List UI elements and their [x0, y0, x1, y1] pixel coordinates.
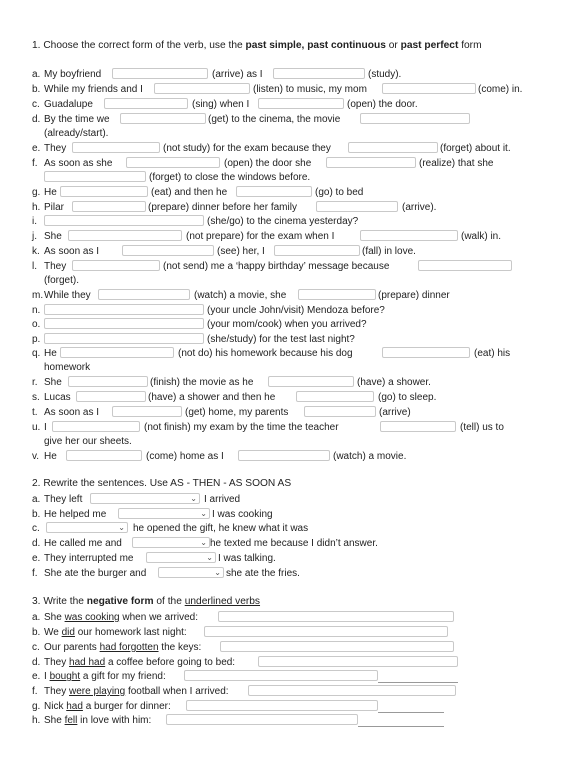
answer-input[interactable] [296, 391, 374, 402]
answer-input[interactable] [68, 376, 148, 387]
answer-input[interactable] [112, 68, 208, 79]
answer-input[interactable] [44, 171, 146, 182]
underlined-verb: had had [69, 657, 106, 668]
item-letter: a. [32, 494, 41, 505]
answer-input[interactable] [44, 304, 204, 315]
text-part: the keys: [158, 642, 202, 653]
text-part: Our parents [44, 642, 100, 653]
answer-input[interactable] [348, 142, 438, 153]
answer-input[interactable] [273, 68, 365, 79]
item-text: (forget) about it. [440, 143, 511, 154]
item-text [44, 626, 187, 639]
item-text: (not finish) my exam by the time the teacher [144, 422, 339, 433]
exercise-1-instructions [32, 40, 482, 51]
answer-input[interactable] [382, 347, 470, 358]
item-letter: c. [32, 523, 40, 534]
item-letter: d. [32, 538, 41, 549]
item-text: he opened the gift, he knew what it was [133, 523, 309, 534]
text-part: a gift for my friend: [80, 671, 166, 682]
item-text: (come) home as I [146, 451, 224, 462]
item-text: (watch) a movie. [333, 451, 407, 462]
item-letter: p. [32, 334, 41, 345]
item-text: (not do) his homework because his dog [178, 348, 353, 359]
item-text: He [44, 451, 57, 462]
item-text: (arrive). [402, 202, 437, 213]
item-letter: k. [32, 246, 40, 257]
answer-input[interactable] [360, 113, 470, 124]
item-text: By the time we [44, 114, 110, 125]
answer-input[interactable] [238, 450, 330, 461]
item-letter: h. [32, 715, 41, 726]
item-text: He helped me [44, 509, 107, 520]
ex1-instr-bold2: past perfect [400, 40, 459, 51]
answer-input[interactable] [268, 376, 354, 387]
item-text: give her our sheets. [44, 436, 132, 447]
item-text: While they [44, 290, 91, 301]
ex1-instr-post: form [458, 40, 482, 51]
text-part: our homework last night: [74, 627, 187, 638]
text-part: She [44, 612, 65, 623]
item-letter: b. [32, 509, 41, 520]
item-letter: u. [32, 422, 41, 433]
item-text: (have) a shower and then he [148, 392, 276, 403]
answer-input[interactable] [44, 333, 204, 344]
item-text: (see) her, I [217, 246, 265, 257]
item-letter: e. [32, 671, 41, 682]
item-text: She [44, 377, 62, 388]
answer-input[interactable] [298, 289, 376, 300]
item-text: As soon as I [44, 407, 100, 418]
answer-input[interactable] [126, 157, 220, 168]
ex1-instr-bold1: past simple, past continuous [245, 40, 386, 51]
answer-input[interactable] [380, 421, 456, 432]
text-part: They [44, 686, 70, 697]
item-text: (watch) a movie, she [194, 290, 287, 301]
underlined-verb: were playing [69, 686, 126, 697]
item-text: (tell) us to [460, 422, 504, 433]
text-part: They [44, 657, 70, 668]
answer-input[interactable] [326, 157, 416, 168]
item-text: She [44, 231, 62, 242]
answer-input[interactable] [112, 406, 182, 417]
answer-input[interactable] [68, 230, 182, 241]
item-text: (eat) and then he [151, 187, 228, 198]
item-letter: f. [32, 568, 38, 579]
item-text: (not prepare) for the exam when I [186, 231, 335, 242]
item-text: I [44, 422, 47, 433]
answer-input[interactable] [72, 260, 160, 271]
item-text [44, 611, 198, 624]
answer-input[interactable] [220, 641, 454, 652]
item-letter: m. [32, 290, 44, 301]
answer-input[interactable] [204, 626, 448, 637]
ex3-instr-underlined: underlined verbs [184, 596, 261, 607]
item-text: She ate the burger and [44, 568, 147, 579]
connector-select[interactable] [146, 552, 216, 563]
answer-input[interactable] [274, 245, 360, 256]
item-text [44, 714, 151, 727]
item-text: Pilar [44, 202, 65, 213]
exercise-3-instructions [32, 596, 260, 607]
item-text: They left [44, 494, 83, 505]
item-text: (she/study) for the test last night? [207, 334, 355, 345]
chevron-down-icon: ⌄ [190, 494, 197, 503]
item-letter: v. [32, 451, 40, 462]
exercise-2-instructions: 2. Rewrite the sentences. Use AS - THEN - AS SOON AS [32, 478, 292, 489]
item-text: Lucas [44, 392, 71, 403]
item-text: While my friends and I [44, 84, 143, 95]
item-letter: b. [32, 84, 41, 95]
answer-input[interactable] [184, 670, 378, 681]
text-part: I [44, 671, 50, 682]
item-text [44, 641, 201, 654]
ex1-instr-text: 1. Choose the correct form of the verb, use the [32, 40, 246, 51]
answer-input[interactable] [258, 98, 344, 109]
underlined-verb: bought [49, 671, 81, 682]
item-letter: r. [32, 377, 38, 388]
item-letter: l. [32, 261, 37, 272]
item-text: (open) the door she [224, 158, 312, 169]
item-text: (come) in. [478, 84, 523, 95]
item-text: (your mom/cook) when you arrived? [207, 319, 367, 330]
item-letter: a. [32, 69, 41, 80]
item-letter: e. [32, 553, 41, 564]
item-text [44, 700, 171, 713]
item-text: (open) the door. [347, 99, 418, 110]
underlined-verb: had forgotten [99, 642, 159, 653]
underlined-verb: fell [64, 715, 78, 726]
answer-input[interactable] [122, 245, 214, 256]
item-letter: s. [32, 392, 40, 403]
item-text: he texted me because I didn’t answer. [210, 538, 378, 549]
answer-input[interactable] [60, 186, 148, 197]
answer-input[interactable] [304, 406, 376, 417]
item-text: (listen) to music, my mom [253, 84, 367, 95]
answer-input[interactable] [98, 289, 190, 300]
ex3-instr-mid: of the [153, 596, 185, 607]
item-letter: a. [32, 612, 41, 623]
underlined-verb: did [61, 627, 75, 638]
item-letter: d. [32, 114, 41, 125]
item-letter: o. [32, 319, 41, 330]
item-letter: b. [32, 627, 41, 638]
answer-input[interactable] [72, 201, 146, 212]
ex3-instr-bold: negative form [86, 596, 154, 607]
answer-input[interactable] [72, 142, 160, 153]
text-part: We [44, 627, 62, 638]
item-text: (prepare) dinner before her family [148, 202, 297, 213]
underlined-verb: was cooking [64, 612, 120, 623]
connector-select[interactable] [46, 522, 128, 533]
item-text: (forget). [44, 275, 80, 286]
item-letter: f. [32, 686, 38, 697]
item-letter: h. [32, 202, 41, 213]
item-letter: i. [32, 216, 37, 227]
item-text: (finish) the movie as he [150, 377, 254, 388]
text-part: when we arrived: [119, 612, 198, 623]
answer-input[interactable] [44, 318, 204, 329]
chevron-down-icon: ⌄ [200, 538, 207, 547]
item-text: (get) to the cinema, the movie [208, 114, 341, 125]
item-letter: c. [32, 99, 40, 110]
text-part: football when I arrived: [125, 686, 229, 697]
item-text: (arrive) [379, 407, 411, 418]
item-letter: g. [32, 701, 41, 712]
item-text: (go) to bed [315, 187, 364, 198]
answer-input[interactable] [316, 201, 398, 212]
item-text: (she/go) to the cinema yesterday? [207, 216, 359, 227]
answer-input[interactable] [248, 685, 456, 696]
ex1-instr-mid: or [385, 40, 401, 51]
item-text: Guadalupe [44, 99, 93, 110]
answer-input[interactable] [382, 83, 476, 94]
answer-input[interactable] [104, 98, 188, 109]
answer-input[interactable] [418, 260, 512, 271]
answer-input[interactable] [186, 700, 378, 711]
answer-input[interactable] [236, 186, 312, 197]
answer-input[interactable] [154, 83, 250, 94]
ex3-instr-text: 3. Write the [32, 596, 87, 607]
item-text [44, 670, 166, 683]
answer-input[interactable] [60, 347, 174, 358]
connector-select[interactable] [158, 567, 224, 578]
item-text: (walk) in. [461, 231, 502, 242]
item-text: They [44, 261, 67, 272]
answer-input[interactable] [66, 450, 142, 461]
answer-line [358, 726, 444, 727]
item-text: (not send) me a ‘happy birthday’ message because [163, 261, 390, 272]
answer-input[interactable] [258, 656, 458, 667]
text-part: a coffee before going to bed: [105, 657, 236, 668]
answer-line [378, 712, 444, 713]
item-text: (not study) for the exam because they [163, 143, 331, 154]
chevron-down-icon: ⌄ [200, 509, 207, 518]
chevron-down-icon: ⌄ [118, 523, 125, 532]
item-text: (sing) when I [192, 99, 250, 110]
item-text [44, 656, 235, 669]
item-text: (study). [368, 69, 402, 80]
item-letter: e. [32, 143, 41, 154]
item-letter: d. [32, 657, 41, 668]
answer-input[interactable] [218, 611, 454, 622]
item-text: (get) home, my parents [185, 407, 289, 418]
item-text: He [44, 348, 57, 359]
connector-select[interactable] [132, 537, 210, 548]
answer-input[interactable] [44, 215, 204, 226]
item-letter: j. [32, 231, 37, 242]
text-part: She [44, 715, 65, 726]
item-text: (already/start). [44, 128, 109, 139]
text-part: a burger for dinner: [82, 701, 171, 712]
answer-input[interactable] [166, 714, 358, 725]
underlined-verb: had [66, 701, 83, 712]
item-text: (prepare) dinner [378, 290, 450, 301]
connector-select[interactable] [118, 508, 210, 519]
answer-line [378, 682, 458, 683]
item-text: As soon as I [44, 246, 100, 257]
answer-input[interactable] [52, 421, 140, 432]
item-text: He called me and [44, 538, 122, 549]
answer-input[interactable] [76, 391, 146, 402]
item-text: (go) to sleep. [378, 392, 437, 403]
item-letter: f. [32, 158, 38, 169]
item-text: As soon as she [44, 158, 113, 169]
item-text: My boyfriend [44, 69, 102, 80]
item-letter: t. [32, 407, 38, 418]
item-text: They [44, 143, 67, 154]
item-text: she ate the fries. [226, 568, 300, 579]
item-text: I arrived [204, 494, 241, 505]
chevron-down-icon: ⌄ [214, 568, 221, 577]
item-text: (fall) in love. [362, 246, 416, 257]
answer-input[interactable] [120, 113, 206, 124]
item-text: (have) a shower. [357, 377, 431, 388]
item-text: I was cooking [212, 509, 273, 520]
item-letter: q. [32, 348, 41, 359]
chevron-down-icon: ⌄ [206, 553, 213, 562]
connector-select[interactable] [90, 493, 200, 504]
item-text: He [44, 187, 57, 198]
text-part: Nick [44, 701, 67, 712]
item-text [44, 685, 229, 698]
item-text: (arrive) as I [212, 69, 263, 80]
answer-input[interactable] [360, 230, 458, 241]
item-text: (your uncle John/visit) Mendoza before? [207, 305, 385, 316]
text-part: in love with him: [77, 715, 152, 726]
item-letter: c. [32, 642, 40, 653]
item-text: (eat) his [474, 348, 511, 359]
item-text: (forget) to close the windows before. [149, 172, 311, 183]
item-text: They interrupted me [44, 553, 134, 564]
item-text: homework [44, 362, 91, 373]
item-text: (realize) that she [419, 158, 494, 169]
item-text: I was talking. [218, 553, 276, 564]
item-letter: n. [32, 305, 41, 316]
item-letter: g. [32, 187, 41, 198]
